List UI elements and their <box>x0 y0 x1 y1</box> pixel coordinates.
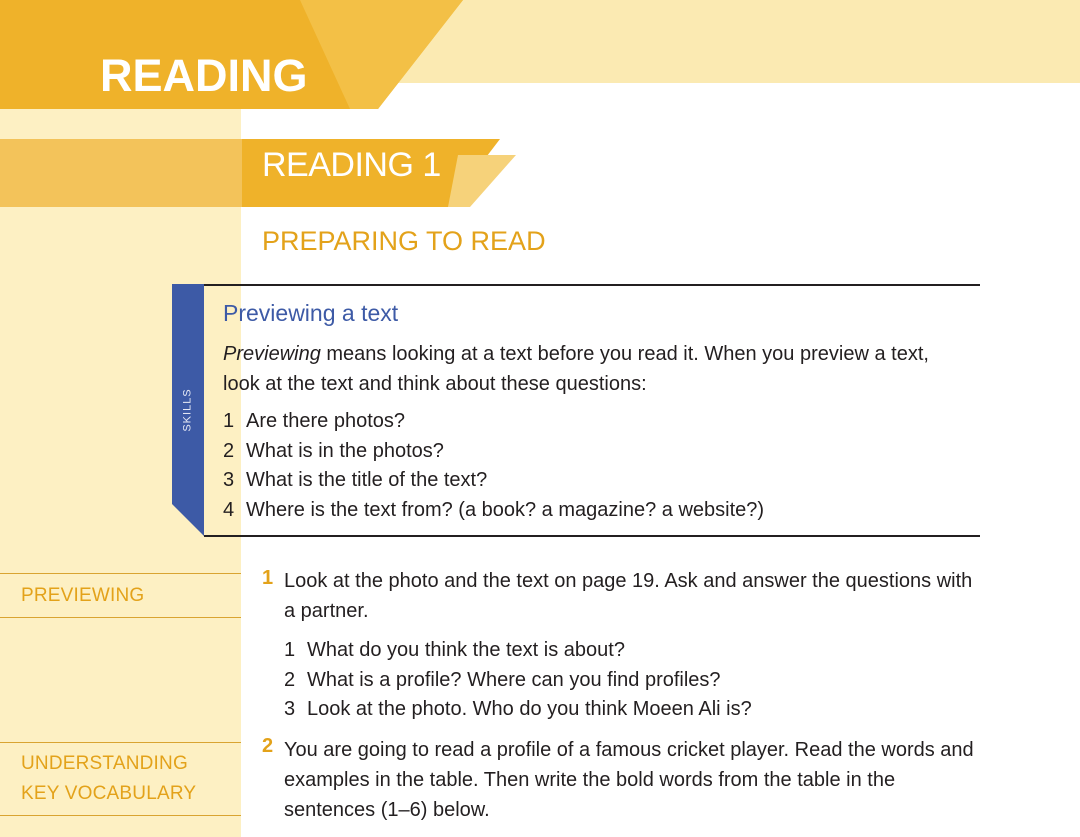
list-text: What is in the photos? <box>246 439 444 462</box>
skills-tab-label <box>172 370 204 450</box>
list-number: 3 <box>284 698 296 721</box>
sidebar-label-previewing: PREVIEWING <box>21 585 145 606</box>
section-subheading: PREPARING TO READ <box>262 226 546 256</box>
list-number: 4 <box>223 499 235 522</box>
left-sidebar <box>0 109 241 837</box>
list-number: 1 <box>284 639 296 661</box>
sidebar-divider <box>0 573 241 574</box>
exercise-number: 2 <box>262 735 274 757</box>
sidebar-label-key-vocabulary <box>21 749 241 809</box>
exercise-1-instructions: Look at the photo and the text on page 19. Ask and answer the questions with a partner. <box>284 570 973 622</box>
vocab-label-line2: KEY VOCABULARY <box>21 783 197 804</box>
exercise-number: 1 <box>262 567 274 589</box>
intro-italic-term: Previewing <box>223 343 321 365</box>
sidebar-divider <box>0 742 241 743</box>
list-number: 1 <box>223 410 235 432</box>
list-number: 3 <box>223 469 235 492</box>
list-item <box>284 695 752 725</box>
list-number: 2 <box>223 439 235 462</box>
list-item <box>284 666 752 696</box>
list-text: What do you think the text is about? <box>307 639 625 661</box>
divider-bottom <box>204 535 980 537</box>
list-text: What is the title of the text? <box>246 469 488 492</box>
list-text: Look at the photo. Who do you think Moeen Ali is? <box>307 698 752 721</box>
skills-box-heading: Previewing a text <box>223 300 399 326</box>
exercise-1-questions <box>284 636 752 725</box>
list-item <box>223 437 764 467</box>
section-banner-shape <box>0 139 520 207</box>
intro-text: means looking at a text before you read it. When you preview a text, look at the text and think about these questions: <box>223 343 929 395</box>
sidebar-divider <box>0 617 241 618</box>
list-item <box>223 407 764 437</box>
vocab-label-line1: UNDERSTANDING <box>21 753 188 774</box>
list-item <box>223 466 764 496</box>
list-text: Where is the text from? (a book? a magazine? a website?) <box>246 499 765 522</box>
list-text: Are there photos? <box>246 410 405 432</box>
skills-label-text: SKILLS <box>182 388 194 432</box>
list-text: What is a profile? Where can you find profiles? <box>307 668 721 691</box>
section-title: READING 1 <box>262 146 441 184</box>
list-item <box>223 496 764 526</box>
list-number: 2 <box>284 668 296 691</box>
skills-box-intro <box>223 340 963 399</box>
list-item <box>284 636 752 666</box>
exercise-2-instructions: You are going to read a profile of a famous cricket player. Read the words and examples in the table. Then write the bold words from the table in the sentences (1–6) below. <box>284 739 974 821</box>
sidebar-divider <box>0 815 241 816</box>
skills-box-questions <box>223 407 764 526</box>
page-title: READING <box>100 50 308 101</box>
divider-top <box>204 284 980 286</box>
